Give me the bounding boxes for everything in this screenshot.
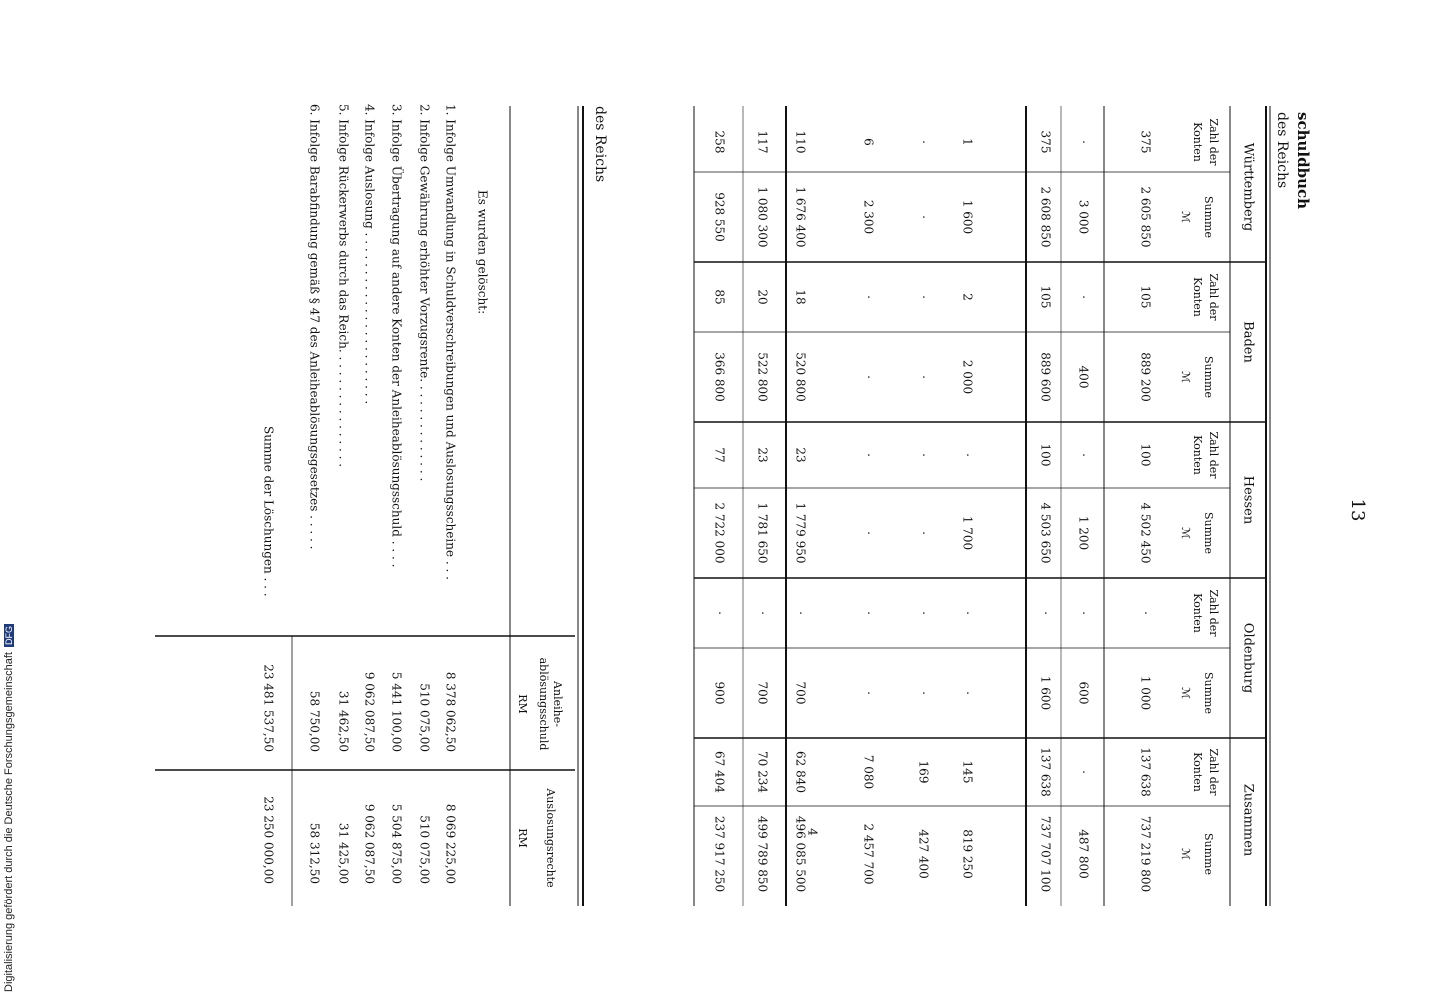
table-cell: · [755,611,770,615]
upper-title: schuldbuch [1294,112,1312,210]
table-cell: · [916,215,931,219]
table-cell: 2 722 000 [712,502,727,564]
col-count-header: Konten [1191,277,1204,317]
table-cell: · [916,531,931,535]
table-cell: 105 [1138,285,1153,309]
line-item-label: 5. Infolge Rückerwerbs durch das Reich. . . . . . . . . . . . . . . . [336,104,351,468]
table-cell: · [1138,611,1153,615]
table-cell: 6 [861,138,876,146]
table-cell: 889 600 [1038,352,1053,402]
col2-unit: RM [516,828,529,848]
table-cell: 400 [1076,365,1091,389]
group-header-1: Württemberg [1240,142,1256,232]
col1-unit: RM [516,694,529,714]
col1-header: ablösungsschuld [537,657,550,751]
table-cell: 700 [755,681,770,705]
table-cell: 20 [755,289,770,305]
line-item-label: 2. Infolge Gewährung erhöhter Vorzugsrente. . . . . . . . . . . . . . [417,104,432,482]
line-item-value-2: 510 075,00 [417,815,432,884]
table-cell: 520 800 [793,352,808,402]
line-item-value-1: 31 462,50 [336,690,351,752]
table-cell: · [712,611,727,615]
table-cell: 62 840 [793,751,808,793]
table-cell: 2 605 850 [1138,186,1153,248]
table-cell: · [916,611,931,615]
sum-value-1: 23 481 537,50 [261,664,276,752]
table-cell: 7 080 [861,754,876,790]
col-count-header: Zahl der [1207,431,1220,479]
line-item-value-1: 9 062 087,50 [362,671,377,752]
table-cell: 1 200 [1076,515,1091,551]
col-count-header: Konten [1191,593,1204,633]
table-cell: 737 219 800 [1138,815,1153,893]
col-sum-header: Summe [1202,196,1215,238]
line-item-value-2: 5 504 875,00 [389,803,404,884]
table-cell: · [960,691,975,695]
upper-subtitle: des Reichs [1274,112,1290,189]
col-currency: ℳ [1179,527,1192,539]
table-cell: 427 400 [916,829,931,879]
lower-intro: Es wurden gelöscht: [475,190,490,315]
table-cell: 2 [960,293,975,301]
table-cell: 23 [793,447,808,463]
table-cell: · [861,375,876,379]
table-cell: · [1076,611,1091,615]
table-cell: · [861,531,876,535]
col-count-header: Konten [1191,122,1204,162]
table-cell: 117 [755,130,770,154]
col-count-header: Konten [1191,752,1204,792]
table-cell: 145 [960,760,975,784]
col-sum-header: Summe [1202,672,1215,714]
col-currency: ℳ [1179,371,1192,383]
line-item-value-1: 5 441 100,00 [389,671,404,752]
table-cell: 169 [916,760,931,784]
line-item-value-1: 510 075,00 [417,683,432,752]
table-cell: 110 [793,130,808,154]
sum-value-2: 23 250 000,00 [261,796,276,884]
col-currency: ℳ [1179,848,1192,860]
table-cell: 105 [1038,285,1053,309]
group-header-2: Baden [1240,321,1256,363]
table-cell: 1 676 400 [793,186,808,248]
lower-title: des Reichs [592,106,608,183]
table-cell: 900 [712,681,727,705]
table-cell: 1 080 300 [755,186,770,248]
group-header-5: Zusammen [1240,783,1256,857]
col-count-header: Zahl der [1207,748,1220,796]
table-cell: · [1076,140,1091,144]
dfg-logo: DFG [4,625,14,645]
table-cell: 375 [1138,130,1153,154]
table-cell: 18 [793,289,808,305]
table-cell: · [1076,295,1091,299]
table-cell: · [861,691,876,695]
table-cell: 137 638 [1038,747,1053,797]
table-cell: 85 [712,289,727,305]
table-cell: 67 404 [712,751,727,793]
line-item-label: 3. Infolge Übertragung auf andere Konten der Anleiheablösungsschuld . . . . [389,104,404,568]
col-sum-header: Summe [1202,833,1215,875]
table-cell: · [916,140,931,144]
group-header-4: Oldenburg [1240,622,1256,694]
line-item-value-2: 58 312,50 [307,822,322,884]
table-cell: · [861,611,876,615]
table-cell: 23 [755,447,770,463]
table-cell: 100 [1038,443,1053,467]
line-item-label: 4. Infolge Auslosung . . . . . . . . . . . . . . . . . . . . . . . [362,104,377,405]
table-cell: 889 200 [1138,352,1153,402]
table-cell: 366 800 [712,352,727,402]
line-item-value-2: 8 069 225,00 [443,803,458,884]
table-cell: 1 [960,138,975,146]
table-cell: 4 503 650 [1038,502,1053,564]
col-currency: ℳ [1179,211,1192,223]
table-cell: 737 707 100 [1038,815,1053,893]
table-cell: 700 [793,681,808,705]
table-cell: 100 [1138,443,1153,467]
table-cell: 1 779 950 [793,502,808,564]
table-cell: 258 [712,130,727,154]
table-cell: · [916,453,931,457]
table-cell: 375 [1038,130,1053,154]
col-count-header: Zahl der [1207,273,1220,321]
sum-label: Summe der Löschungen . . . [261,426,276,597]
table-cell: · [861,295,876,299]
col-currency: ℳ [1179,687,1192,699]
footer-mark: 4 [805,828,820,836]
table-cell: 1 781 650 [755,502,770,564]
table-cell: · [1038,611,1053,615]
table-cell: 3 000 [1076,199,1091,235]
digitization-footer [3,624,15,992]
col2-header: Auslosungsrechte [544,788,557,888]
table-cell: 499 789 850 [755,815,770,893]
table-cell: 2 608 850 [1038,186,1053,248]
table-cell: 928 550 [712,192,727,242]
table-cell: 819 250 [960,829,975,879]
table-cell: · [960,611,975,615]
table-cell: · [960,453,975,457]
col-count-header: Konten [1191,435,1204,475]
table-cell: · [1076,770,1091,774]
digitization-note: Digitalisierung gefördert durch die Deutsche Forschungsgemeinschaft [3,652,15,992]
table-cell: 2 300 [861,199,876,235]
col1-header: Anleihe- [551,681,564,727]
page-number: 13 [1347,498,1368,522]
col-sum-header: Summe [1202,512,1215,554]
line-item-label: 1. Infolge Umwandlung in Schuldverschreibungen und Auslosungsscheine . . . [443,104,458,580]
table-cell: 137 638 [1138,747,1153,797]
table-cell: 237 917 250 [712,815,727,893]
table-cell: · [1076,453,1091,457]
table-text [262,104,1369,892]
table-cell: 4 502 450 [1138,502,1153,564]
table-cell: 1 600 [1038,675,1053,711]
table-cell: 70 234 [755,751,770,793]
table-cell: 1 700 [960,515,975,551]
line-item-value-2: 9 062 087,50 [362,803,377,884]
table-cell: · [793,611,808,615]
line-item-value-2: 31 425,00 [336,822,351,884]
table-cell: · [916,375,931,379]
table-cell: · [861,453,876,457]
table-cell: · [916,691,931,695]
table-cell: 496 085 500 [793,815,808,893]
table-cell: 487 800 [1076,829,1091,879]
line-item-value-1: 8 378 062,50 [443,671,458,752]
line-item-value-1: 58 750,00 [307,690,322,752]
table-cell: 1 000 [1138,675,1153,711]
table-cell: · [916,295,931,299]
table-cell: 1 600 [960,199,975,235]
col-count-header: Zahl der [1207,118,1220,166]
group-header-3: Hessen [1240,475,1256,525]
table-cell: 2 000 [960,359,975,395]
table-cell: 522 800 [755,352,770,402]
line-item-label: 6. Infolge Barabfindung gemäß § 47 des Anleiheablösungsgesetzes . . . . . [307,104,322,550]
table-cell: 77 [712,447,727,463]
col-sum-header: Summe [1202,356,1215,398]
table-cell: 600 [1076,681,1091,705]
col-count-header: Zahl der [1207,589,1220,637]
table-cell: 2 457 700 [861,823,876,885]
